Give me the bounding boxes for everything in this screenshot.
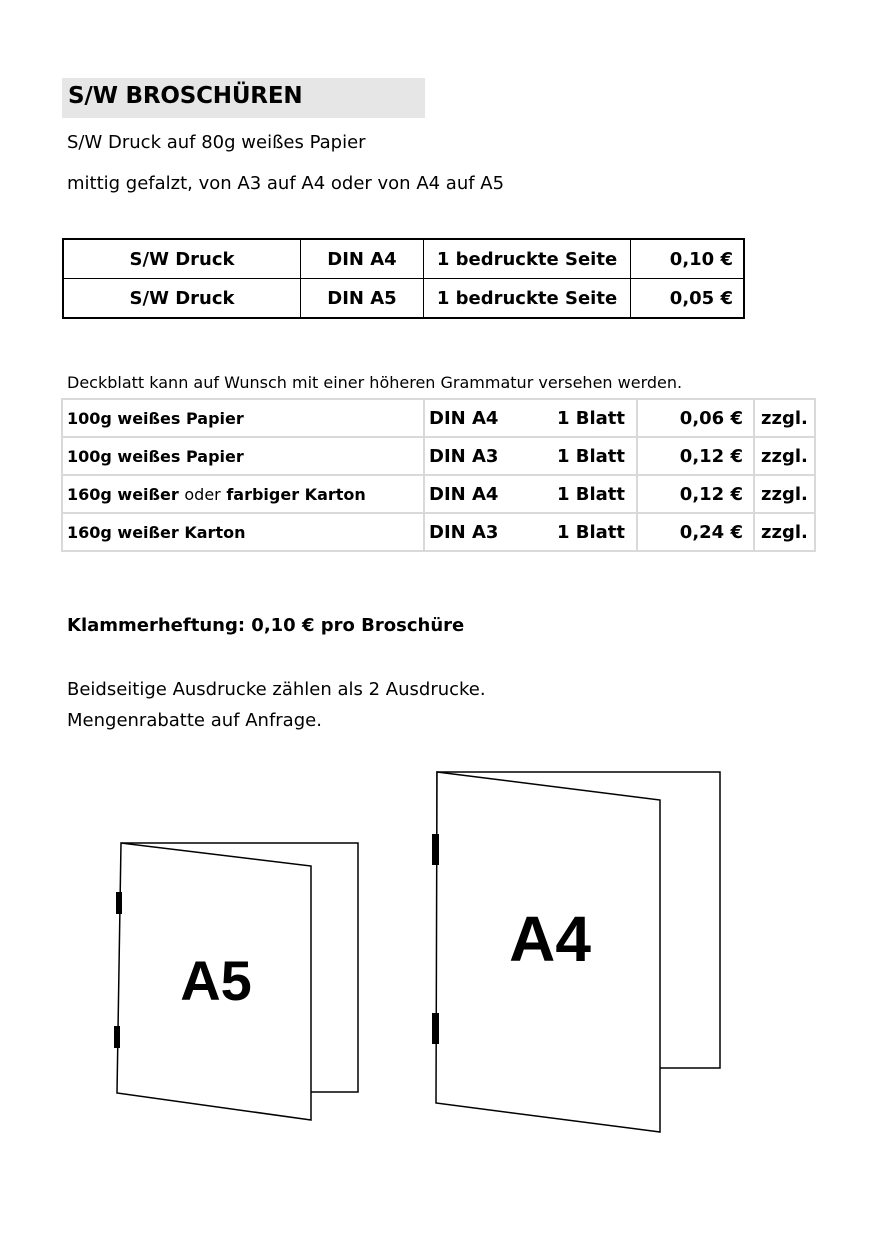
info-duplex: Beidseitige Ausdrucke zählen als 2 Ausdrucke.	[67, 679, 486, 700]
cover-format-text: DIN A4	[429, 407, 499, 429]
cover-paper-text-b: farbiger Karton	[226, 484, 366, 504]
cover-price-cell: 0,12 €	[637, 475, 754, 513]
cover-format-text: DIN A3	[429, 521, 499, 543]
cover-qty-text: 1 Blatt	[556, 521, 625, 543]
cover-qty-text: 1 Blatt	[556, 407, 625, 429]
print-pages-cell: 1 bedruckte Seite	[424, 279, 631, 319]
cover-extra-cell: zzgl.	[754, 513, 815, 551]
a5-staple-bottom	[114, 1026, 120, 1048]
cover-qty-text: 1 Blatt	[556, 483, 625, 505]
print-pages-cell: 1 bedruckte Seite	[424, 239, 631, 279]
print-price-cell: 0,05 €	[631, 279, 745, 319]
a5-staple-top	[116, 892, 122, 914]
a4-staple-bottom	[432, 1013, 439, 1044]
cover-extra-cell: zzgl.	[754, 475, 815, 513]
cover-format-text: DIN A3	[429, 445, 499, 467]
cover-format-text: DIN A4	[429, 483, 499, 505]
print-type-cell: S/W Druck	[63, 279, 301, 319]
subtitle-paper: S/W Druck auf 80g weißes Papier	[67, 132, 366, 153]
a5-label: A5	[180, 949, 252, 1012]
print-type-cell: S/W Druck	[63, 239, 301, 279]
page-title: S/W BROSCHÜREN	[68, 83, 303, 109]
cover-extra-cell: zzgl.	[754, 399, 815, 437]
print-format-cell: DIN A5	[301, 279, 424, 319]
cover-price-cell: 0,12 €	[637, 437, 754, 475]
a4-staple-top	[432, 834, 439, 865]
cover-paper-or-text: oder	[184, 484, 221, 504]
booklet-a4-illustration	[432, 772, 720, 1132]
cover-price-cell: 0,06 €	[637, 399, 754, 437]
cover-paper-text: 160g weißer	[67, 484, 179, 504]
print-format-cell: DIN A4	[301, 239, 424, 279]
subtitle-fold: mittig gefalzt, von A3 auf A4 oder von A4 auf A5	[67, 173, 505, 194]
cover-extra-cell: zzgl.	[754, 437, 815, 475]
staple-price: Klammerheftung: 0,10 € pro Broschüre	[67, 615, 465, 636]
cover-paper-text: 100g weißes Papier	[67, 446, 244, 466]
info-discount: Mengenrabatte auf Anfrage.	[67, 710, 322, 731]
print-price-cell: 0,10 €	[631, 239, 745, 279]
cover-price-cell: 0,24 €	[637, 513, 754, 551]
a4-label: A4	[509, 903, 591, 975]
cover-qty-text: 1 Blatt	[556, 445, 625, 467]
cover-paper-text: 100g weißes Papier	[67, 408, 244, 428]
cover-note: Deckblatt kann auf Wunsch mit einer höheren Grammatur versehen werden.	[67, 373, 683, 392]
booklet-a5-illustration	[114, 843, 358, 1120]
cover-paper-text: 160g weißer Karton	[67, 522, 246, 542]
